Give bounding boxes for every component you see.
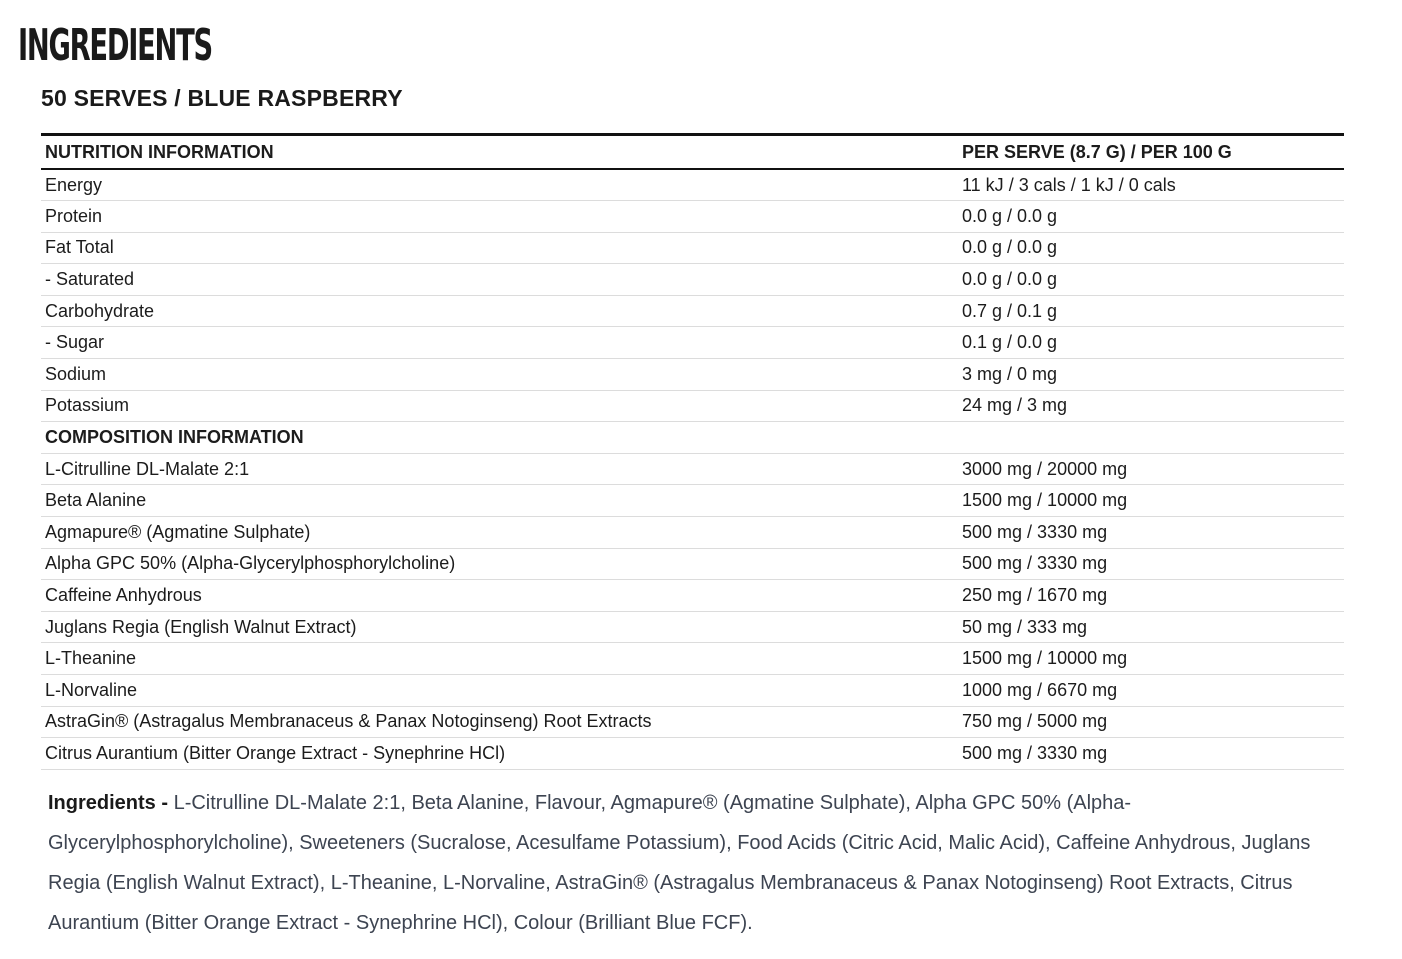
row-value: 0.7 g / 0.1 g [958, 295, 1344, 327]
row-name: Carbohydrate [41, 295, 958, 327]
table-row [41, 643, 1344, 675]
row-value: 1000 mg / 6670 mg [958, 675, 1344, 707]
row-name: AstraGin® (Astragalus Membranaceus & Panax Notoginseng) Root Extracts [41, 706, 958, 738]
table-row [41, 675, 1344, 707]
table-header-row [41, 136, 1344, 169]
row-name: Sodium [41, 359, 958, 391]
table-row [41, 232, 1344, 264]
table-row [41, 453, 1344, 485]
nutrition-table-body [41, 169, 1344, 769]
table-row [41, 738, 1344, 770]
row-name: - Saturated [41, 264, 958, 296]
row-name: Protein [41, 201, 958, 233]
row-name: Alpha GPC 50% (Alpha-Glycerylphosphorylcholine) [41, 548, 958, 580]
row-name: Energy [41, 169, 958, 201]
composition-section-row [41, 422, 1344, 454]
row-value: 24 mg / 3 mg [958, 390, 1344, 422]
row-value: 0.0 g / 0.0 g [958, 264, 1344, 296]
ingredients-label: Ingredients - [48, 792, 169, 814]
row-name: Citrus Aurantium (Bitter Orange Extract - Synephrine HCl) [41, 738, 958, 770]
header-nutrition-information: NUTRITION INFORMATION [41, 136, 958, 169]
row-value: 500 mg / 3330 mg [958, 517, 1344, 549]
table-row [41, 706, 1344, 738]
table-row [41, 548, 1344, 580]
row-value: 500 mg / 3330 mg [958, 548, 1344, 580]
row-value: 1500 mg / 10000 mg [958, 485, 1344, 517]
table-row [41, 390, 1344, 422]
row-name: Beta Alanine [41, 485, 958, 517]
row-name: L-Norvaline [41, 675, 958, 707]
row-value: 50 mg / 333 mg [958, 611, 1344, 643]
row-value: 0.0 g / 0.0 g [958, 232, 1344, 264]
table-row [41, 611, 1344, 643]
page-title: INGREDIENTS [18, 20, 212, 71]
table-row [41, 485, 1344, 517]
nutrition-table-container [41, 133, 1344, 770]
row-value: 0.1 g / 0.0 g [958, 327, 1344, 359]
table-row [41, 264, 1344, 296]
row-value: 3000 mg / 20000 mg [958, 453, 1344, 485]
ingredients-paragraph [48, 783, 1338, 943]
row-value: 750 mg / 5000 mg [958, 706, 1344, 738]
table-row [41, 295, 1344, 327]
table-row [41, 169, 1344, 201]
row-name: Agmapure® (Agmatine Sulphate) [41, 517, 958, 549]
table-row [41, 327, 1344, 359]
table-row [41, 517, 1344, 549]
row-name: Juglans Regia (English Walnut Extract) [41, 611, 958, 643]
row-value: 250 mg / 1670 mg [958, 580, 1344, 612]
row-name: Fat Total [41, 232, 958, 264]
composition-empty-cell [958, 422, 1344, 454]
row-name: Potassium [41, 390, 958, 422]
row-name: L-Citrulline DL-Malate 2:1 [41, 453, 958, 485]
table-row [41, 201, 1344, 233]
table-row [41, 359, 1344, 391]
nutrition-table [41, 136, 1344, 770]
row-value: 500 mg / 3330 mg [958, 738, 1344, 770]
ingredients-text: L-Citrulline DL-Malate 2:1, Beta Alanine, Flavour, Agmapure® (Agmatine Sulphate), Alpha GPC 50% (Alpha-Glycerylphosphorylcholine), Sweeteners (Sucralose, Acesulfame Potassium), Food Acids (Citric Acid, Malic Acid), Caffeine Anhydrous, Juglans Regia (English Walnut Extract), L-Theanine, L-Norvaline, AstraGin® (Astragalus Membranaceus & Panax Notoginseng) Root Extracts, Citrus Aurantium (Bitter Orange Extract - Synephrine HCl), Colour (Brilliant Blue FCF). [48, 792, 1311, 934]
composition-information-label: COMPOSITION INFORMATION [41, 422, 958, 454]
header-per-serve: PER SERVE (8.7 G) / PER 100 G [958, 136, 1344, 169]
row-value: 0.0 g / 0.0 g [958, 201, 1344, 233]
row-value: 1500 mg / 10000 mg [958, 643, 1344, 675]
row-name: - Sugar [41, 327, 958, 359]
nutrition-table-head [41, 136, 1344, 169]
row-name: Caffeine Anhydrous [41, 580, 958, 612]
table-row [41, 580, 1344, 612]
row-value: 11 kJ / 3 cals / 1 kJ / 0 cals [958, 169, 1344, 201]
product-variant-subtitle: 50 SERVES / BLUE RASPBERRY [41, 85, 403, 111]
row-name: L-Theanine [41, 643, 958, 675]
row-value: 3 mg / 0 mg [958, 359, 1344, 391]
